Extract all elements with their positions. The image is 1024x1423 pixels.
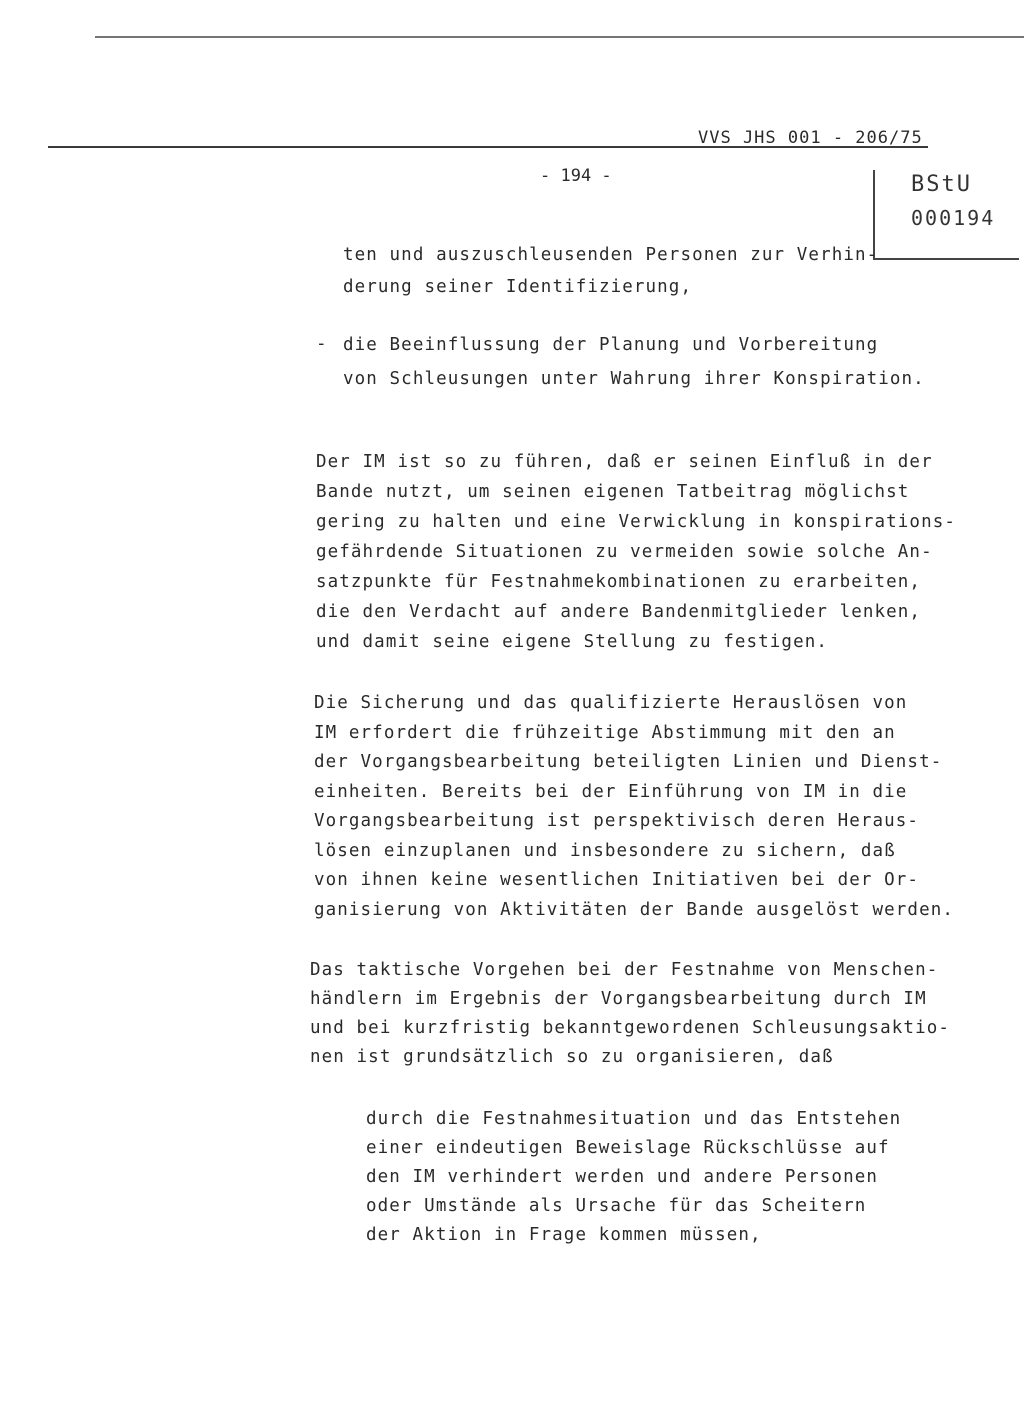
text-line: und bei kurzfristig bekanntgewordenen Schleusungsaktio- <box>310 1018 950 1038</box>
text-line: einheiten. Bereits bei der Einführung von IM in die <box>314 782 908 802</box>
text-line: die den Verdacht auf andere Bandenmitglieder lenken, <box>316 602 922 622</box>
text-line: gering zu halten und eine Verwicklung in konspirations- <box>316 512 956 532</box>
text-line: einer eindeutigen Beweislage Rückschlüsse auf <box>366 1138 890 1158</box>
text-line: Der IM ist so zu führen, daß er seinen Einfluß in der <box>316 452 933 472</box>
text-line: der Aktion in Frage kommen müssen, <box>366 1225 762 1245</box>
text-line: derung seiner Identifizierung, <box>343 277 693 297</box>
text-line: Vorgangsbearbeitung ist perspektivisch deren Heraus- <box>314 811 920 831</box>
text-line: von Schleusungen unter Wahrung ihrer Konspiration. <box>343 369 925 389</box>
page-number: - 194 - <box>540 166 612 186</box>
top-edge-line <box>95 36 1024 38</box>
document-reference: VVS JHS 001 - 206/75 <box>698 128 923 148</box>
text-line: Bande nutzt, um seinen eigenen Tatbeitrag möglichst <box>316 482 910 502</box>
text-line: durch die Festnahmesituation und das Entstehen <box>366 1109 902 1129</box>
stamp-page-id: 000194 <box>911 206 996 230</box>
text-line: Die Sicherung und das qualifizierte Herauslösen von <box>314 693 908 713</box>
text-line: der Vorgangsbearbeitung beteiligten Linien und Dienst- <box>314 752 943 772</box>
text-line: Das taktische Vorgehen bei der Festnahme von Menschen- <box>310 960 939 980</box>
text-line: ten und auszuschleusenden Personen zur Verhin- <box>343 245 879 265</box>
stamp-archive-code: BStU <box>911 172 972 197</box>
archive-stamp <box>873 166 1019 262</box>
text-line: ganisierung von Aktivitäten der Bande ausgelöst werden. <box>314 900 954 920</box>
text-line: den IM verhindert werden und andere Personen <box>366 1167 878 1187</box>
text-line: die Beeinflussung der Planung und Vorbereitung <box>343 335 879 355</box>
stamp-border-bottom <box>873 258 1019 260</box>
text-line: nen ist grundsätzlich so zu organisieren, daß <box>310 1047 834 1067</box>
text-line: IM erfordert die frühzeitige Abstimmung mit den an <box>314 723 896 743</box>
text-line: lösen einzuplanen und insbesondere zu sichern, daß <box>314 841 896 861</box>
text-line: von ihnen keine wesentlichen Initiativen bei der Or- <box>314 870 920 890</box>
text-line: oder Umstände als Ursache für das Scheitern <box>366 1196 867 1216</box>
text-line: und damit seine eigene Stellung zu festigen. <box>316 632 828 652</box>
bullet-marker: - <box>316 334 327 354</box>
text-line: satzpunkte für Festnahmekombinationen zu erarbeiten, <box>316 572 922 592</box>
text-line: händlern im Ergebnis der Vorgangsbearbeitung durch IM <box>310 989 927 1009</box>
text-line: gefährdende Situationen zu vermeiden sowie solche An- <box>316 542 933 562</box>
